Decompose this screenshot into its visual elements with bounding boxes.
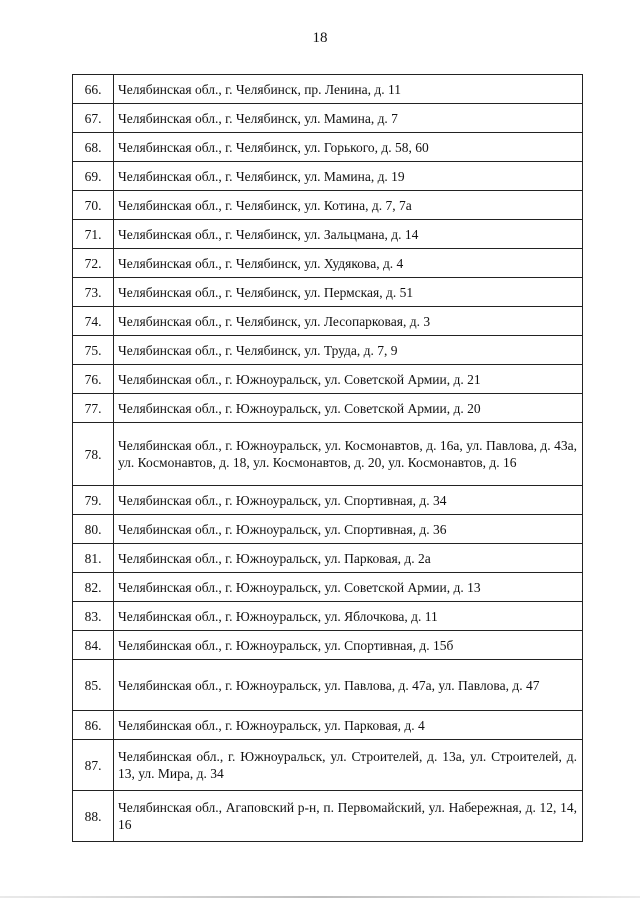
address-text: Челябинская обл., г. Южноуральск, ул. Космонавтов, д. 16а, ул. Павлова, д. 43а, ул. Космонавтов, д. 18, ул. Космонавтов, д. 20, ул. Космонавтов, д. 16 [114,423,583,486]
address-text: Челябинская обл., г. Южноуральск, ул. Яблочкова, д. 11 [114,602,583,631]
row-number: 87. [73,740,114,791]
table-row [73,104,583,133]
address-text: Челябинская обл., г. Челябинск, ул. Зальцмана, д. 14 [114,220,583,249]
address-text: Челябинская обл., г. Челябинск, ул. Худякова, д. 4 [114,249,583,278]
table-row [73,515,583,544]
table-row [73,191,583,220]
row-number: 74. [73,307,114,336]
table-row [73,740,583,791]
table-row [73,486,583,515]
table-row [73,631,583,660]
table-row [73,162,583,191]
row-number: 86. [73,711,114,740]
table-row [73,75,583,104]
row-number: 72. [73,249,114,278]
row-number: 79. [73,486,114,515]
row-number: 67. [73,104,114,133]
row-number: 73. [73,278,114,307]
table-row [73,423,583,486]
table-row [73,133,583,162]
address-text: Челябинская обл., г. Челябинск, ул. Мамина, д. 7 [114,104,583,133]
table-row [73,544,583,573]
table-row [73,573,583,602]
table-row [73,602,583,631]
row-number: 78. [73,423,114,486]
row-number: 85. [73,660,114,711]
table-row [73,394,583,423]
row-number: 77. [73,394,114,423]
scan-edge-line [0,896,640,898]
address-text: Челябинская обл., г. Челябинск, ул. Мамина, д. 19 [114,162,583,191]
row-number: 76. [73,365,114,394]
row-number: 88. [73,791,114,842]
table-row [73,365,583,394]
table-row [73,307,583,336]
row-number: 81. [73,544,114,573]
address-table [72,74,583,842]
table-row [73,249,583,278]
address-text: Челябинская обл., г. Челябинск, ул. Пермская, д. 51 [114,278,583,307]
address-text: Челябинская обл., г. Южноуральск, ул. Парковая, д. 4 [114,711,583,740]
address-text: Челябинская обл., г. Южноуральск, ул. Советской Армии, д. 21 [114,365,583,394]
row-number: 66. [73,75,114,104]
row-number: 82. [73,573,114,602]
address-text: Челябинская обл., г. Южноуральск, ул. Парковая, д. 2а [114,544,583,573]
address-text: Челябинская обл., г. Южноуральск, ул. Советской Армии, д. 20 [114,394,583,423]
row-number: 69. [73,162,114,191]
address-text: Челябинская обл., г. Южноуральск, ул. Павлова, д. 47а, ул. Павлова, д. 47 [114,660,583,711]
address-text: Челябинская обл., г. Челябинск, ул. Труда, д. 7, 9 [114,336,583,365]
page-number: 18 [312,30,328,46]
row-number: 71. [73,220,114,249]
table-row [73,220,583,249]
row-number: 83. [73,602,114,631]
row-number: 75. [73,336,114,365]
address-text: Челябинская обл., г. Южноуральск, ул. Строителей, д. 13а, ул. Строителей, д. 13, ул. Мира, д. 34 [114,740,583,791]
row-number: 68. [73,133,114,162]
table-row [73,660,583,711]
table-row [73,278,583,307]
address-text: Челябинская обл., г. Южноуральск, ул. Спортивная, д. 15б [114,631,583,660]
row-number: 84. [73,631,114,660]
address-text: Челябинская обл., г. Челябинск, ул. Лесопарковая, д. 3 [114,307,583,336]
table-row [73,791,583,842]
address-text: Челябинская обл., Агаповский р-н, п. Первомайский, ул. Набережная, д. 12, 14, 16 [114,791,583,842]
address-text: Челябинская обл., г. Челябинск, ул. Котина, д. 7, 7а [114,191,583,220]
table-row [73,711,583,740]
address-text: Челябинская обл., г. Южноуральск, ул. Спортивная, д. 34 [114,486,583,515]
table-row [73,336,583,365]
row-number: 70. [73,191,114,220]
address-text: Челябинская обл., г. Южноуральск, ул. Советской Армии, д. 13 [114,573,583,602]
address-text: Челябинская обл., г. Южноуральск, ул. Спортивная, д. 36 [114,515,583,544]
row-number: 80. [73,515,114,544]
address-text: Челябинская обл., г. Челябинск, пр. Ленина, д. 11 [114,75,583,104]
address-text: Челябинская обл., г. Челябинск, ул. Горького, д. 58, 60 [114,133,583,162]
